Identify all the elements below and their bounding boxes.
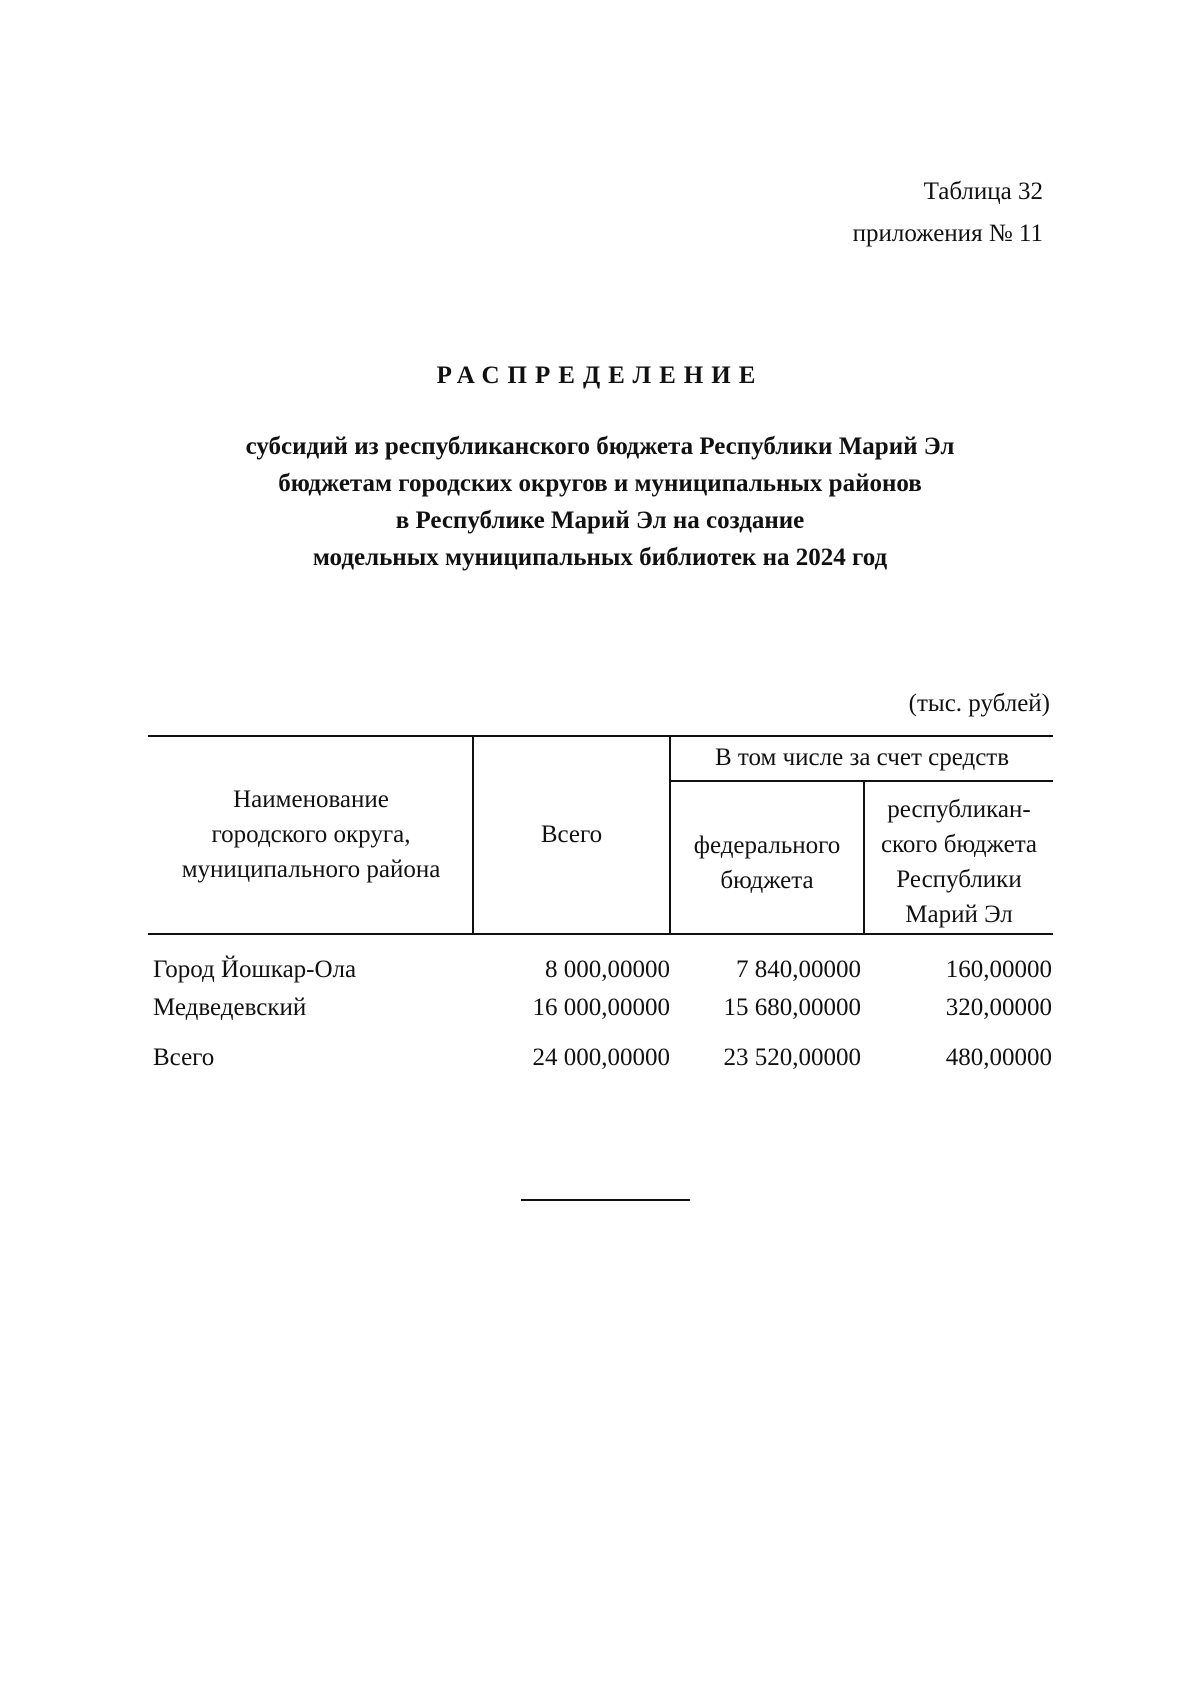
header-text: федерального [693, 832, 841, 859]
document-title: РАСПРЕДЕЛЕНИЕ [436, 362, 764, 389]
document-subtitle [0, 428, 1200, 576]
header-text: Республики [896, 866, 1022, 893]
header-total-column: Всего [540, 821, 603, 848]
subtitle-line: модельных муниципальных библиотек на 2024 год [312, 544, 888, 571]
header-group: В том числе за счет средств [714, 744, 1010, 771]
row-name: Медведевский [153, 994, 307, 1021]
group-header-divider [669, 780, 1053, 782]
row-republic: 160,00000 [945, 956, 1052, 983]
table-reference-number: Таблица 32 [923, 178, 1043, 205]
row-total: 8 000,00000 [545, 956, 670, 983]
header-bottom-border [148, 933, 1053, 935]
row-federal: 7 840,00000 [736, 956, 861, 983]
header-republic-column [865, 792, 1053, 932]
header-text: ского бюджета [880, 831, 1038, 858]
end-of-document-rule [521, 1199, 690, 1201]
header-name-column [150, 782, 472, 887]
header-federal-column [671, 828, 863, 898]
total-row-federal: 23 520,00000 [723, 1044, 861, 1071]
header-text: муниципального района [181, 856, 441, 883]
header-text: Наименование [233, 786, 389, 813]
units-label: (тыс. рублей) [908, 690, 1050, 717]
total-row-total: 24 000,00000 [532, 1044, 670, 1071]
row-republic: 320,00000 [945, 994, 1052, 1021]
total-row-name: Всего [153, 1044, 215, 1071]
subtitle-line: бюджетам городских округов и муниципальных районов [278, 470, 922, 497]
header-text: республикан- [887, 796, 1031, 823]
appendix-reference: приложения № 11 [852, 220, 1043, 247]
header-text: Марий Эл [905, 901, 1013, 928]
header-text: бюджета [720, 867, 814, 894]
subtitle-line: в Республике Марий Эл на создание [395, 507, 805, 534]
header-text: городского округа, [211, 821, 411, 848]
total-row-republic: 480,00000 [945, 1044, 1052, 1071]
row-total: 16 000,00000 [532, 994, 670, 1021]
table-top-border [148, 735, 1053, 737]
row-name: Город Йошкар-Ола [153, 956, 357, 983]
row-federal: 15 680,00000 [723, 994, 861, 1021]
subtitle-line: субсидий из республиканского бюджета Республики Марий Эл [245, 433, 955, 460]
